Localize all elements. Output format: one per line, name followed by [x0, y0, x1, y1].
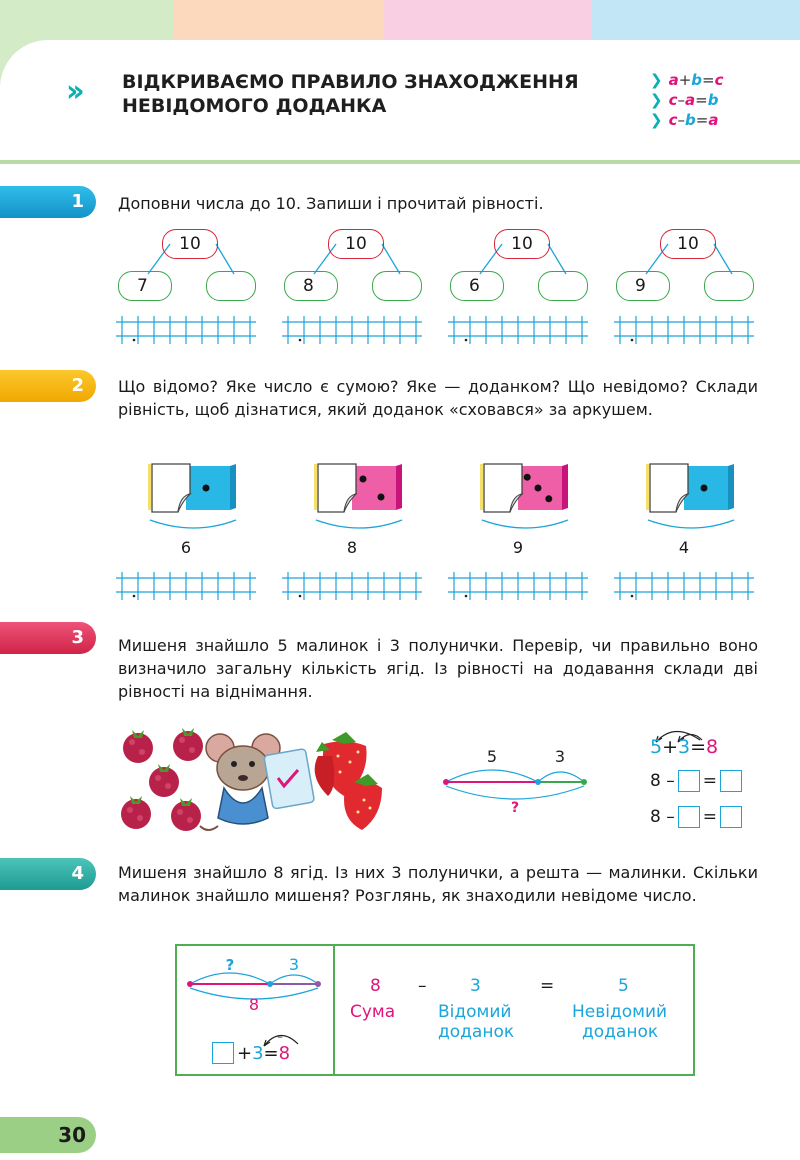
svg-text:–: –: [277, 1030, 283, 1043]
top-strip-orange: [174, 0, 384, 42]
segment-diagram: [440, 742, 590, 822]
task2-text: Що відомо? Яке число є сумою? Яке — доданком? Що невідомо? Склади рівність, щоб дізнатися, який доданок «сховався» за аркушем.: [118, 377, 758, 419]
sum-caption: Сума: [350, 1002, 396, 1022]
answer-box[interactable]: [704, 271, 754, 301]
task4-text: Мишеня знайшло 8 ягід. Із них 3 полунички, а решта — малинки. Скільки малинок знайшло мишеня? Розглянь, як знаходили невідоме число.: [118, 863, 758, 905]
segment-b-label: 3: [554, 747, 566, 766]
answer-box[interactable]: [720, 806, 742, 828]
total-label: 8: [248, 995, 260, 1012]
task3-text: Мишеня знайшло 5 малинок і 3 полунички. Перевір, чи правильно воно визначило загальну кількість ягід. Із рівності на додавання склади дві рівності на віднімання.: [118, 636, 758, 701]
hidden-cube-card: [314, 462, 410, 534]
strawberry-icon: [315, 732, 382, 830]
task-number-4: 4: [0, 858, 96, 890]
top-strip-pink: [384, 0, 592, 42]
unknown-caption-2: доданок: [582, 1022, 659, 1042]
top-strip-blue: [592, 0, 800, 42]
formula-1: ❯ a+b=c: [650, 71, 724, 89]
formula-2: ❯ c–a=b: [650, 91, 719, 109]
addend-box: 9: [616, 271, 670, 301]
answer-grid[interactable]: [614, 316, 754, 344]
formula-list: [650, 70, 724, 130]
hidden-cube-card: [646, 462, 742, 534]
task4-equation: + 3 = 8: [212, 1042, 290, 1064]
sum-value: 8: [370, 976, 381, 996]
addition-equation: 5+3=8: [650, 736, 719, 758]
sum-number: 8: [346, 538, 358, 557]
addend-box: 7: [118, 271, 172, 301]
segment-a-label: 5: [486, 747, 498, 766]
task4-segment-diagram: [184, 952, 328, 1012]
answer-grid[interactable]: [282, 316, 422, 344]
answer-box[interactable]: [206, 271, 256, 301]
addend-box: 6: [450, 271, 504, 301]
sum-box: 10: [328, 229, 384, 259]
task-number-2: 2: [0, 370, 96, 402]
answer-box[interactable]: [678, 806, 700, 828]
task-number-3: 3: [0, 622, 96, 654]
subtraction-equation-2: 8 – =: [650, 806, 742, 828]
formula-3: ❯ c–b=a: [650, 111, 719, 129]
sum-number: 9: [512, 538, 524, 557]
addend-box: 8: [284, 271, 338, 301]
unknown-caption-1: Невідомий: [572, 1002, 668, 1022]
answer-grid[interactable]: [282, 572, 422, 600]
answer-grid[interactable]: [448, 572, 588, 600]
known-value: 3: [470, 976, 481, 996]
task1-text: Доповни числа до 10. Запиши і прочитай рівності.: [118, 194, 544, 213]
answer-box[interactable]: [720, 770, 742, 792]
known-caption-2: доданок: [438, 1022, 515, 1042]
known-part-label: 3: [288, 955, 300, 974]
answer-grid[interactable]: [448, 316, 588, 344]
sum-number: 6: [180, 538, 192, 557]
answer-box[interactable]: [212, 1042, 234, 1064]
task-number-1: 1: [0, 186, 96, 218]
unknown-value: 5: [618, 976, 629, 996]
answer-box[interactable]: [538, 271, 588, 301]
sum-box: 10: [162, 229, 218, 259]
sum-number: 4: [678, 538, 690, 557]
answer-box[interactable]: [372, 271, 422, 301]
answer-grid[interactable]: [116, 316, 256, 344]
sum-box: 10: [660, 229, 716, 259]
page-title: ВІДКРИВАЄМО ПРАВИЛО ЗНАХОДЖЕННЯ НЕВІДОМОГО ДОДАНКА: [122, 71, 579, 117]
raspberry-icon: [121, 731, 203, 831]
table-divider: [333, 946, 335, 1074]
chevron-right-icon: ››: [66, 74, 79, 109]
berries-mouse-illustration: [118, 722, 386, 834]
subtraction-equation-1: 8 – =: [650, 770, 742, 792]
equals-sign: =: [540, 976, 555, 996]
hidden-cube-card: [480, 462, 576, 534]
answer-box[interactable]: [678, 770, 700, 792]
answer-grid[interactable]: [116, 572, 256, 600]
paper-sheet-icon: [264, 749, 315, 809]
header-divider: [0, 160, 800, 164]
answer-grid[interactable]: [614, 572, 754, 600]
question-mark: ?: [510, 800, 520, 816]
known-caption-1: Відомий: [438, 1002, 512, 1022]
sum-box: 10: [494, 229, 550, 259]
rule-row: [340, 976, 690, 1066]
unknown-part-label: ?: [225, 956, 235, 974]
minus-sign: –: [418, 976, 427, 996]
page-number: 30: [0, 1117, 96, 1153]
hidden-cube-card: [148, 462, 244, 534]
